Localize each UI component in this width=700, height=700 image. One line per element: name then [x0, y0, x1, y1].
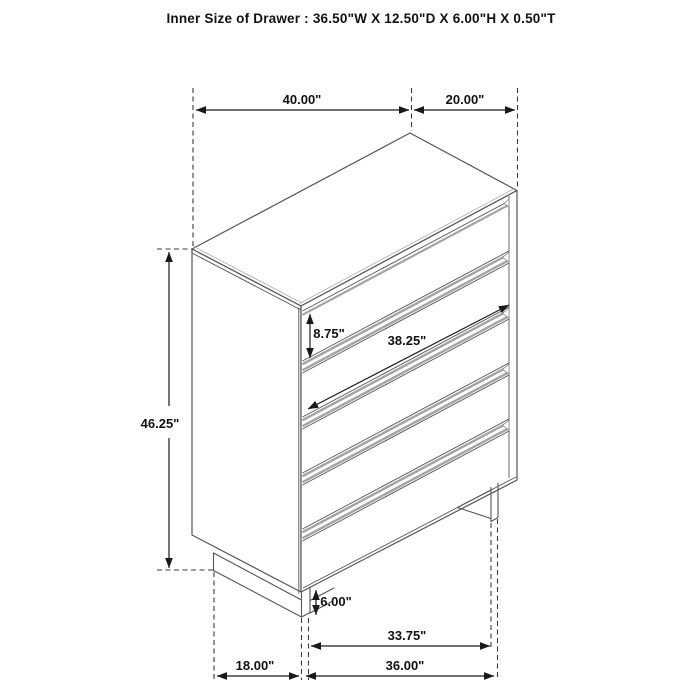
left-side-face: [192, 249, 301, 592]
dim-label-leg-span: 33.75": [387, 628, 427, 643]
dim-label-leg-height: 6.00": [320, 594, 352, 609]
dim-label-top-width: 40.00": [282, 92, 322, 107]
diagram-title: Inner Size of Drawer : 36.50"W X 12.50"D X 6.00"H X 0.50"T: [166, 11, 556, 26]
dim-label-top-depth: 20.00": [445, 92, 485, 107]
chest-drawing: [192, 133, 517, 617]
dim-label-drawer-width: 38.25": [387, 333, 427, 348]
dim-label-base-depth: 18.00": [235, 658, 275, 673]
dim-label-drawer-height: 8.75": [313, 326, 345, 341]
dim-label-overall-height: 46.25": [140, 416, 180, 431]
dim-label-base-width: 36.00": [385, 658, 425, 673]
